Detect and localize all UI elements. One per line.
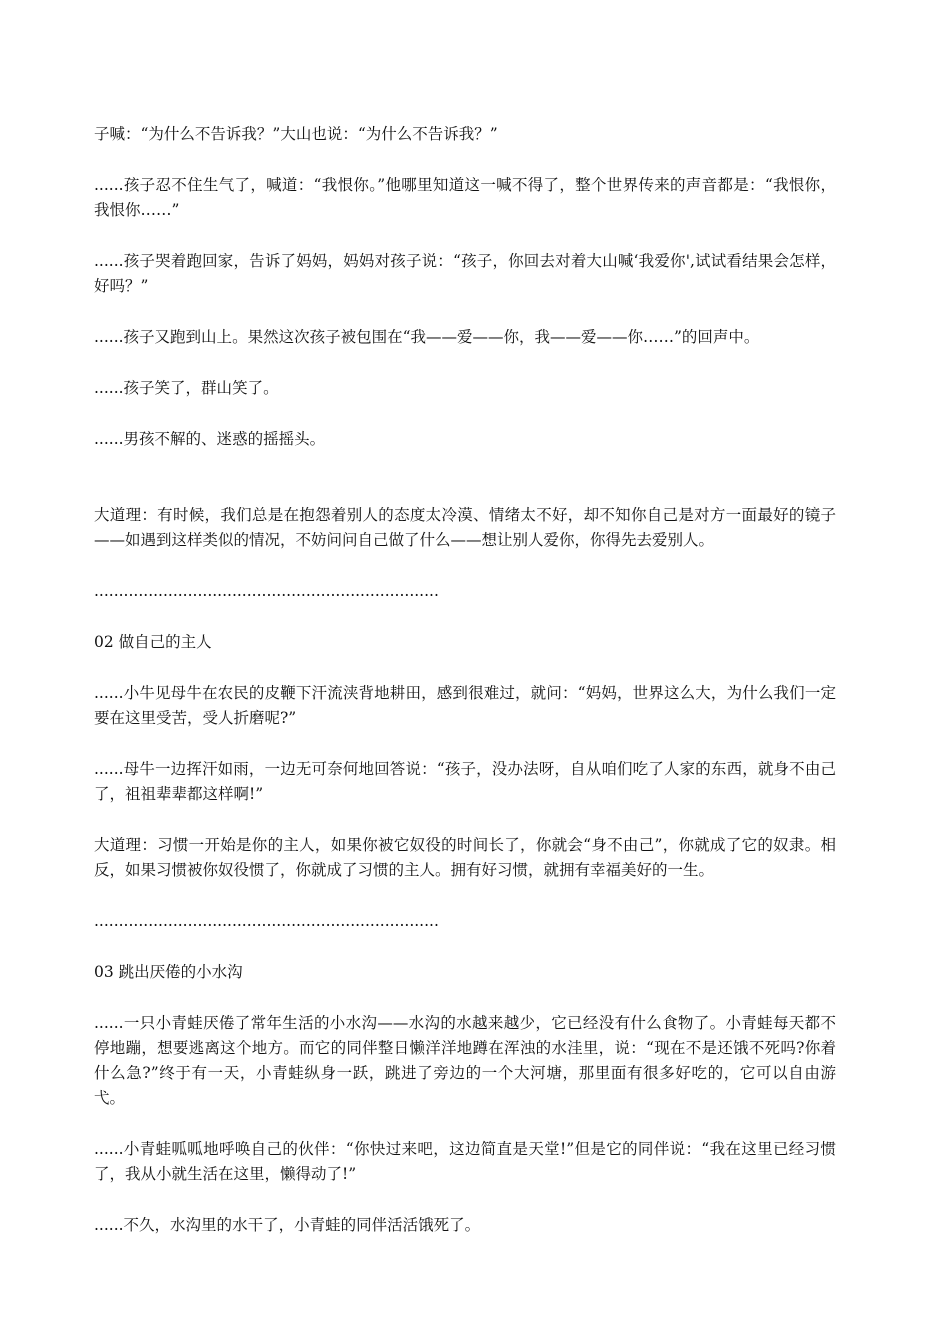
story2-moral: 大道理：习惯一开始是你的主人，如果你被它奴役的时间长了，你就会“身不由己”，你就成了它的奴隶。相反，如果习惯被你奴役惯了，你就成了习惯的主人。拥有好习惯，就拥有幸福美好的一生。 (94, 836, 836, 879)
story1-paragraph-2: ......孩子忍不住生气了，喊道：“我恨你。”他哪里知道这一喊不得了，整个世界传来的声音都是：“我恨你，我恨你……” (94, 176, 836, 219)
story2-title: 02 做自己的主人 (94, 633, 212, 651)
story3-paragraph-2: ......小青蛙呱呱地呼唤自己的伙伴：“你快过来吧，这边简直是天堂!”但是它的同伴说：“我在这里已经习惯了，我从小就生活在这里，懒得动了!” (94, 1140, 836, 1183)
story1-paragraph-5: ......孩子笑了，群山笑了。 (94, 379, 279, 397)
section-divider-2: ...................................................................... (94, 912, 439, 930)
story3-paragraph-1: ......一只小青蛙厌倦了常年生活的小水沟——水沟的水越来越少，它已经没有什么食物了。小青蛙每天都不停地蹦，想要逃离这个地方。而它的同伴整日懒洋洋地蹲在浑浊的水洼里，说：“现在不是还饿不死吗?你着什么急?”终于有一天，小青蛙纵身一跃，跳进了旁边的一个大河塘，那里面有很多好吃的，它可以自由游弋。 (94, 1014, 836, 1107)
story1-paragraph-4: ......孩子又跑到山上。果然这次孩子被包围在“我——爱——你，我——爱——你……”的回声中。 (94, 328, 760, 346)
story1-paragraph-3: ......孩子哭着跑回家，告诉了妈妈，妈妈对孩子说：“孩子，你回去对着大山喊‘我爱你',试试看结果会怎样，好吗？” (94, 252, 836, 295)
document-body (94, 122, 836, 1264)
story1-paragraph-1: 子喊：“为什么不告诉我？”大山也说：“为什么不告诉我？” (94, 125, 498, 143)
story2-paragraph-2: ......母牛一边挥汗如雨，一边无可奈何地回答说：“孩子，没办法呀，自从咱们吃了人家的东西，就身不由己了，祖祖辈辈都这样啊!” (94, 760, 836, 803)
story2-paragraph-1: ......小牛见母牛在农民的皮鞭下汗流浃背地耕田，感到很难过，就问：“妈妈，世界这么大，为什么我们一定要在这里受苦，受人折磨呢?” (94, 684, 836, 727)
story3-title: 03 跳出厌倦的小水沟 (94, 963, 243, 981)
section-divider-1: ...................................................................... (94, 582, 439, 600)
story3-paragraph-3: ......不久，水沟里的水干了，小青蛙的同伴活活饿死了。 (94, 1216, 481, 1234)
story1-moral: 大道理：有时候，我们总是在抱怨着别人的态度太冷漠、情绪太不好，却不知你自己是对方一面最好的镜子——如遇到这样类似的情况，不妨问问自己做了什么——想让别人爱你，你得先去爱别人。 (94, 506, 836, 549)
story1-paragraph-6: ......男孩不解的、迷惑的摇摇头。 (94, 430, 326, 448)
